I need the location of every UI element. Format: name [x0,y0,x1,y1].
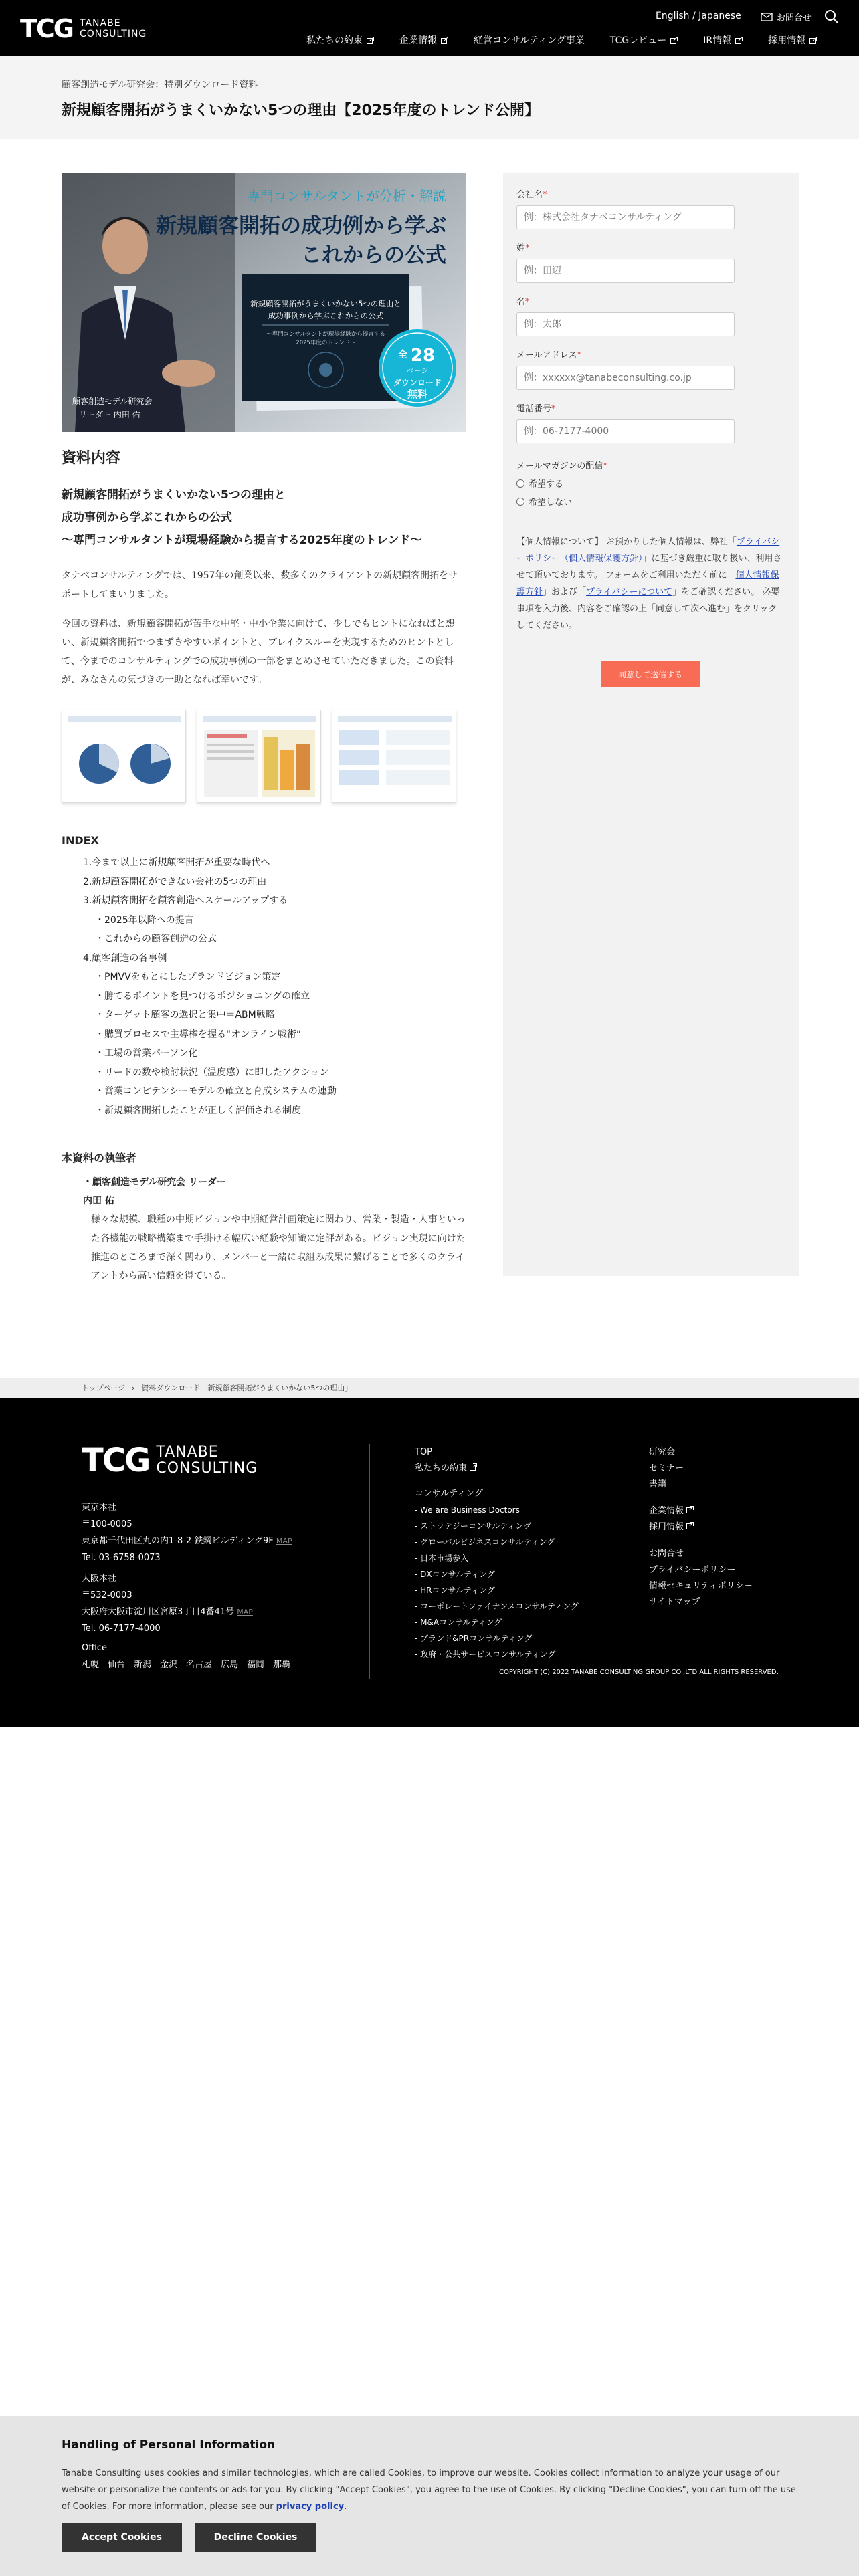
office-zip: 〒100-0005 [82,1519,132,1529]
hero-caption-2: リーダー 内田 佑 [79,410,140,419]
breadcrumb-current: 資料ダウンロード「新規顧客開拓がうまくいかない5つの理由」 [141,1384,353,1392]
cookie-banner [0,2416,859,2576]
site-logo[interactable] [20,16,147,41]
chevron-right-icon: › [132,1383,135,1392]
footer-col-sub [649,1444,753,1610]
office-tel: Tel. 03-6758-0073 [82,1553,161,1563]
contact-link[interactable] [761,11,812,23]
global-nav [306,33,817,47]
page-title: 新規顧客開拓がうまくいかない5つの理由【2025年度のトレンド公開】 [62,102,539,119]
author-heading: 本資料の執筆者 [62,1152,137,1164]
book-title-1: 新規顧客開拓がうまくいかない5つの理由と [250,299,401,308]
office-address: 大阪府大阪市淀川区宮原3丁目4番41号 [82,1607,235,1617]
copyright: COPYRIGHT (C) 2022 TANABE CONSULTING GROUP CO.,LTD ALL RIGHTS RESERVED. [499,1669,779,1676]
field-company [516,187,785,229]
logo-line2: CONSULTING [156,1460,258,1477]
field-label: メールマガジンの配信 [516,461,603,471]
index-heading: INDEX [62,834,99,847]
company-input[interactable] [516,205,735,229]
breadcrumb [0,1378,859,1398]
hero-banner [62,173,466,432]
map-link[interactable]: MAP [276,1537,292,1545]
book-sub-1: 〜専門コンサルタントが現場経験から提言する [266,331,385,338]
footer-link[interactable]: セミナー [649,1463,684,1473]
logo-line1: TANABE [156,1444,219,1461]
external-link-icon [470,1463,477,1471]
field-label: 姓 [516,243,526,253]
logo-line2: CONSULTING [80,29,147,39]
field-email [516,348,785,390]
footer-logo[interactable] [82,1444,258,1477]
author-bio: 様々な規模、職種の中期ビジョンや中期経営計画策定に関わり、営業・製造・人事といった各機能の戦略構築まで手掛ける幅広い経験や知識に定評がある。ビジョン実現に向けた推進のところまで深く関わり、メンバーと一緒に取組み成果に繋げることで多くのクライアントから高い信頼を得ている。 [91,1214,466,1281]
radio-button[interactable] [516,479,524,488]
preview-thumbnails [62,710,467,803]
book-sub-2: 2025年度のトレンド〜 [296,340,356,346]
hero-sub: 専門コンサルタントが分析・解説 [246,188,446,204]
footer-link[interactable]: - 政府・公共サービスコンサルティング [415,1650,556,1659]
radio-subscribe[interactable] [516,477,785,490]
index-subitem: ・2025年以降への提言 [95,914,194,926]
cookie-text: Tanabe Consulting uses cookies and similar technologies, which are called Cookies, to improve our website. Cookies collect information to analyze your usage of our website or personalize the contents or ads for you. By clicking "Accept Cookies", you agree to the use of Cookies. By clicking "Decline Cookies", you can turn off the use of Cookies. For more information, please see our privacy policy. [62,2468,796,2512]
intro-paragraph-1: タナベコンサルティングでは、1957年の創業以来、数多くのクライアントの新規顧客開拓をサポートしてまいりました。 [62,570,458,600]
nav-ir[interactable]: IR情報 [703,33,743,47]
osaka-office [82,1570,253,1637]
office-zip: 〒532-0003 [82,1590,132,1600]
site-header [0,0,859,56]
tokyo-office [82,1499,292,1566]
language-switch[interactable]: English / Japanese [656,11,741,21]
footer-link[interactable]: 情報セキュリティポリシー [649,1581,753,1591]
nav-company[interactable]: 企業情報 [399,33,448,47]
last-name-input[interactable] [516,259,735,283]
field-first-name [516,294,785,336]
preview-page-3 [332,710,456,803]
logo-mark: TCG [20,14,73,43]
field-label: 電話番号 [516,404,552,414]
about-privacy-link[interactable]: プライバシーについて [586,587,673,597]
nav-consulting[interactable]: 経営コンサルティング事業 [474,35,585,46]
logo-line1: TANABE [80,18,121,29]
external-link-icon [670,37,678,44]
nav-promise[interactable]: 私たちの約束 [306,33,374,47]
index-item: 1.今まで以上に新規顧客開拓が重要な時代へ [83,857,270,868]
index-subitem: ・これからの顧客創造の公式 [95,934,217,944]
submit-button[interactable]: 同意して送信する [601,661,700,687]
footer-link[interactable]: プライバシーポリシー [649,1565,736,1575]
footer-link[interactable]: 研究会 [649,1447,676,1457]
index-item: 2.新規顧客開拓ができない会社の5つの理由 [83,876,267,887]
external-link-icon [809,37,817,44]
hero-headline-2: これからの公式 [301,243,446,267]
section-heading: 資料内容 [62,450,121,467]
main-content [62,447,467,1285]
footer-col-main [415,1444,579,1662]
cookie-privacy-link[interactable]: privacy policy [276,2502,345,2512]
badge-num: 28 [410,346,436,366]
radio-unsubscribe[interactable] [516,495,785,508]
index-subitem: ・リードの数や検討状況（温度感）に即したアクション [95,1067,329,1078]
badge-all: 全 [398,350,407,360]
nav-review[interactable]: TCGレビュー [610,33,678,47]
required-mark: * [525,297,530,307]
index-item: 3.新規顧客開拓を顧客創造へスケールアップする [83,895,288,906]
decline-cookies-button[interactable]: Decline Cookies [195,2523,316,2552]
badge-unit: ページ [406,366,429,375]
preview-page-2 [197,710,321,803]
author-role: ・顧客創造モデル研究会 リーダー [83,1177,227,1188]
index-subitem: ・工場の営業パーソン化 [95,1048,198,1059]
phone-input[interactable] [516,419,735,443]
footer-divider [369,1444,370,1679]
field-label: 名 [516,297,526,307]
footer-link-promise[interactable]: 私たちの約束 [415,1461,579,1477]
contact-label: お問合せ [777,13,812,23]
radio-label: 希望する [529,479,564,490]
hero-caption-1: 顧客創造モデル研究会 [72,397,153,406]
required-mark: * [551,404,556,414]
field-phone [516,401,785,443]
field-label: 会社名 [516,190,543,200]
office-tel: Tel. 06-7177-4000 [82,1624,161,1634]
office-list: 札幌 仙台 新潟 金沢 名古屋 広島 福岡 那覇 [82,1660,291,1670]
mail-icon [761,13,773,21]
privacy-policy-link[interactable]: プライバシーポリシー（個人情報保護方針） [516,537,780,564]
index-subitem: ・新規顧客開拓したことが正しく評価される制度 [95,1105,301,1116]
book-title-2: 成功事例から学ぶこれからの公式 [268,311,384,320]
required-mark: * [525,243,530,253]
office-address: 東京都千代田区丸の内1-8-2 鉄鋼ビルディング9F [82,1536,274,1546]
footer-link[interactable]: - We are Business Doctors [415,1505,520,1515]
office-title: Office [82,1643,107,1653]
office-title: 東京本社 [82,1503,117,1513]
external-link-icon [686,1522,694,1529]
required-mark: * [543,190,547,200]
preview-page-1 [62,710,186,803]
email-input[interactable] [516,366,735,390]
index-subitem: ・購買プロセスで主導権を握る“オンライン戦術” [95,1029,302,1040]
footer-link[interactable]: - HRコンサルティング [415,1586,495,1595]
footer-link[interactable]: - ブランド&PRコンサルティング [415,1634,533,1643]
other-offices [82,1640,290,1673]
badge-free: 無料 [407,388,428,400]
privacy-notice: 【個人情報について】 お預かりした個人情報は、弊社「プライバシーポリシー（個人情報保護方針）」に基づき厳重に取り扱い、利用させて頂いております。 フォームをご利用いただく前に「個人情報保護方針」および「プライバシーについて」をご確認ください。 必要事項を入力後、内容をご確認の上「同意して次へ進む」をクリックしてください。 [516,537,782,631]
index-item: 4.顧客創造の各事例 [83,952,167,964]
badge-dl: ダウンロード [393,378,442,387]
radio-button[interactable] [516,498,524,506]
index-subitem: ・ターゲット顧客の選択と集中＝ABM戦略 [95,1010,275,1021]
external-link-icon [441,37,448,44]
footer-link[interactable]: - コーポレートファイナンスコンサルティング [415,1602,579,1611]
footer-link[interactable]: - DXコンサルティング [415,1570,495,1579]
footer-link[interactable]: 書籍 [649,1479,667,1489]
first-name-input[interactable] [516,312,735,336]
field-label: メールアドレス [516,350,577,360]
required-mark: * [603,461,607,471]
site-footer [0,1398,859,1727]
hero-illustration [62,173,466,432]
radio-label: 希望しない [529,498,573,508]
author-name: 内田 佑 [83,1196,114,1206]
lead-text: 新規顧客開拓がうまくいかない5つの理由と 成功事例から学ぶこれからの公式 〜専門コンサルタントが現場経験から提言する2025年度のトレンド〜 [62,488,422,547]
logo-mark: TCG [82,1442,150,1479]
office-title: 大阪本社 [82,1574,117,1584]
map-link[interactable]: MAP [237,1608,253,1616]
footer-link[interactable]: お問合せ [649,1549,684,1559]
footer-link[interactable]: - M&Aコンサルティング [415,1618,502,1627]
nav-recruit[interactable]: 採用情報 [768,33,817,47]
footer-link-top[interactable]: TOP [415,1447,433,1457]
footer-link[interactable]: サイトマップ [649,1597,700,1607]
pre-title: 顧客創造モデル研究会：特別ダウンロード資料 [62,80,258,90]
index-subitem: ・PMVVをもとにしたブランドビジョン策定 [95,972,281,982]
field-magazine [516,459,785,508]
search-icon[interactable] [824,9,839,24]
index-list [62,853,467,1120]
footer-link-company[interactable]: 企業情報 [649,1503,753,1519]
footer-link[interactable]: - グローバルビジネスコンサルティング [415,1537,555,1547]
accept-cookies-button[interactable]: Accept Cookies [62,2523,182,2552]
cookie-heading: Handling of Personal Information [62,2438,276,2452]
breadcrumb-home[interactable]: トップページ [82,1384,126,1392]
personal-info-policy-link[interactable]: 個人情報保護方針 [516,570,779,597]
footer-link-consulting[interactable]: コンサルティング [415,1489,484,1499]
download-form [503,173,799,1276]
footer-link[interactable]: - ストラテジーコンサルティング [415,1521,532,1531]
external-link-icon [367,37,374,44]
external-link-icon [686,1506,694,1513]
footer-link-recruit[interactable]: 採用情報 [649,1519,753,1535]
index-subitem: ・営業コンピテンシーモデルの確立と育成システムの連動 [95,1086,337,1097]
footer-link[interactable]: - 日本市場参入 [415,1553,469,1563]
index-subitem: ・勝てるポイントを見つけるポジショニングの確立 [95,990,310,1002]
required-mark: * [577,350,581,360]
field-last-name [516,241,785,283]
hero-headline-1: 新規顧客開拓の成功例から学ぶ [156,214,446,238]
title-band [0,56,859,139]
external-link-icon [735,37,743,44]
intro-paragraph-2: 今回の資料は、新規顧客開拓が苦手な中堅・中小企業に向けて、少しでもヒントになればと想い、新規顧客開拓でつまずきやすいポイントと、ブレイクスルーを実現するためのヒントとして、今までのコンサルティングでの成功事例の一部をまとめさせていただきました。この資料が、みなさんの気づきの一助となれば幸いです。 [62,619,455,685]
